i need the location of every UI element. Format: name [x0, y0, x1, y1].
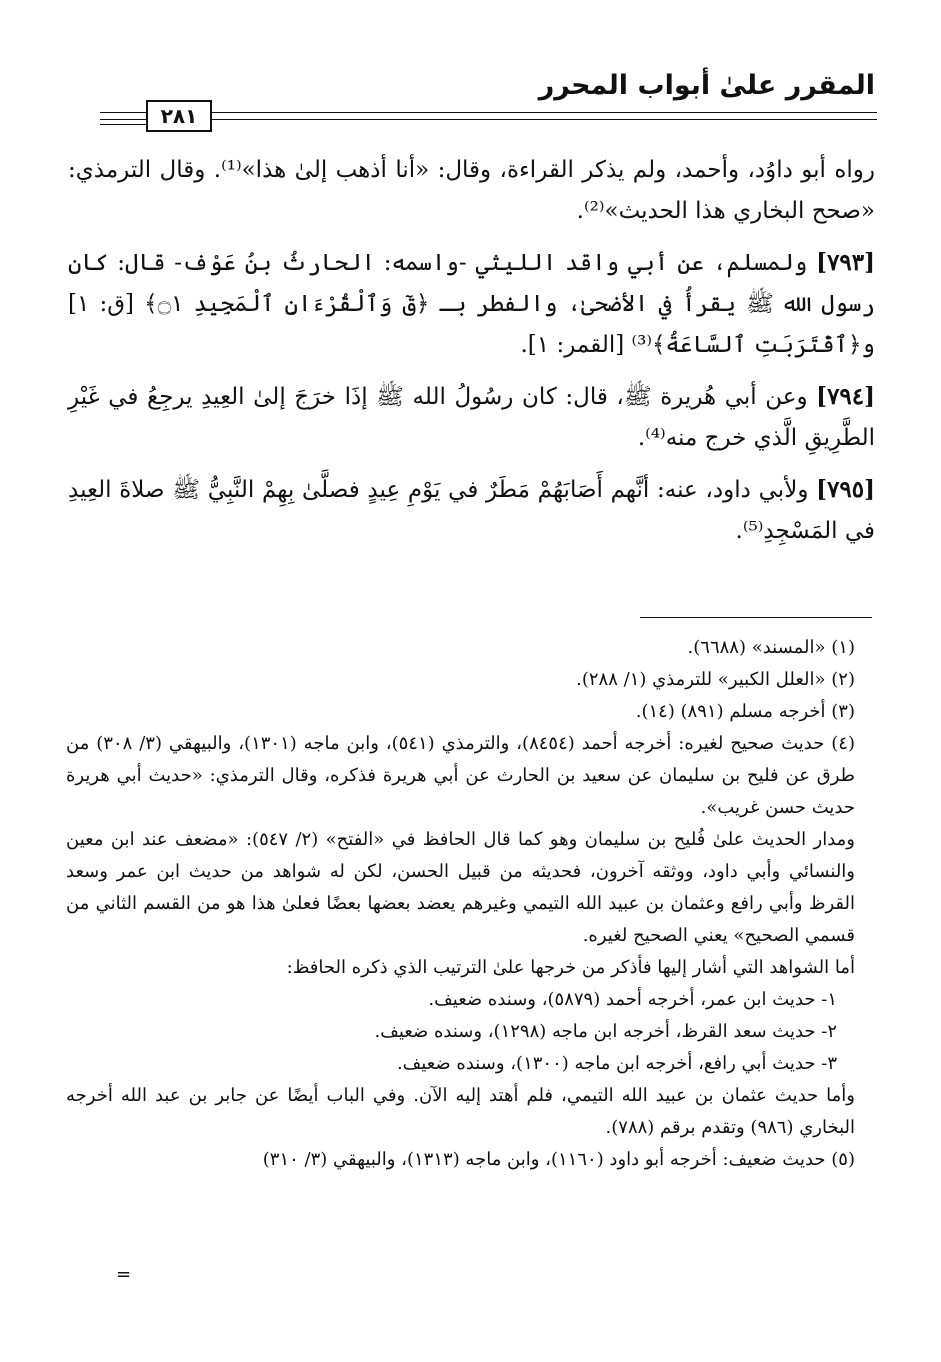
- running-header-title: المقرر علىٰ أبواب المحرر: [538, 70, 875, 101]
- footnote-1: (١) «المسند» (٦٦٨٨).: [687, 637, 855, 658]
- paragraph-text: ولأبي داود، عنه: أنَّهم أَصَابَهُمْ مَطَرٌ في يَوْمِ عِيدٍ فصلَّىٰ بِهِمْ النَّبِيُّ ﷺ صلاةَ العِيدِ في المَسْجِدِ⁽⁵⁾.: [68, 477, 875, 544]
- footnote-list-item: ٣- حديث أبي رافع، أخرجه ابن ماجه (١٣٠٠)، وسنده ضعيف.: [396, 1053, 837, 1074]
- header-rule: [100, 112, 877, 113]
- header-rule: [100, 124, 146, 125]
- footnote-list-item: ١- حديث ابن عمر، أخرجه أحمد (٥٨٧٩)، وسنده ضعيف.: [428, 989, 837, 1010]
- footnote-2: (٢) «العلل الكبير» للترمذي (١/ ٢٨٨).: [576, 669, 855, 690]
- paragraph-text: رواه أبو داوُد، وأحمد، ولم يذكر القراءة، وقال: «أنا أذهب إلىٰ هذا»⁽¹⁾. وقال الترمذي: «صحح البخاري هذا الحديث»⁽²⁾.: [68, 157, 875, 224]
- footnote-4-paragraph: ومدار الحديث علىٰ فُليح بن سليمان وهو كما قال الحافظ في «الفتح» (٢/ ٥٤٧): «مضعف عند ابن معين والنسائي وأبي داود، ووثقه آخرون، فحديثه من قبيل الحسن، لكن له شواهد من حديث ابن عمر وسعد القرظ وأبي رافع وعثمان بن عبيد الله التيمي وغيرهم يعضد بعضها بعضًا فعلىٰ هذا هو من القسم الثاني من قسمي الصحيح» يعني الصحيح لغيره.: [66, 829, 855, 946]
- footnote-4-paragraph: وأما حديث عثمان بن عبيد الله التيمي، فلم أهتد إليه الآن. وفي الباب أيضًا عن جابر بن عبد الله أخرجه البخاري (٩٨٦) وتقدم برقم (٧٨٨).: [66, 1085, 855, 1138]
- hadith-paragraph: [68, 469, 875, 552]
- footnote-separator: [640, 617, 872, 618]
- paragraph-text: ولمسلم، عن أبي واقد الليثي -واسمه: الحارثُ بنُ عَوْف- قال: كان رسول الله ﷺ يقرأُ في الأضحىٰ، والفطر بـ ﴿قٓ وَٱلْقُرْءَانِ ٱلْمَجِيدِ ۝١﴾ [ق: ١] و﴿ٱقْتَرَبَتِ ٱلسَّاعَةُ﴾⁽³⁾ [القمر: ١].: [68, 250, 875, 358]
- hadith-paragraph: [68, 242, 875, 366]
- continuation-mark: =: [116, 1264, 132, 1285]
- paragraph-text: وعن أبي هُريرة ﷺ، قال: كان رسُولُ الله ﷺ إذَا خرَجَ إلىٰ العِيدِ يرجِعُ في غَيْرِ الطَّرِيقِ الَّذي خرج منه⁽⁴⁾.: [68, 384, 875, 451]
- page-number: ٢٨١: [146, 100, 212, 132]
- footnote-3: (٣) أخرجه مسلم (٨٩١) (١٤).: [635, 701, 855, 722]
- main-text: [68, 150, 875, 562]
- footnote-list-item: ٢- حديث سعد القرظ، أخرجه ابن ماجه (١٢٩٨)، وسنده ضعيف.: [374, 1021, 837, 1042]
- paragraph: [68, 150, 875, 232]
- hadith-number: [٧٩٣]: [816, 249, 876, 276]
- hadith-number: [٧٩٤]: [816, 383, 876, 410]
- footnotes: [66, 632, 875, 1176]
- footnote-4: (٤) حديث صحيح لغيره: أخرجه أحمد (٨٤٥٤)، والترمذي (٥٤١)، وابن ماجه (١٣٠١)، والبيهقي (٣/ ٣٠٨) من طرق عن فليح بن سليمان عن سعيد بن الحارث عن أبي هريرة فذكره، وقال الترمذي: «حديث أبي هريرة حديث حسن غريب».: [66, 733, 855, 818]
- header-rule: [100, 119, 877, 120]
- hadith-paragraph: [68, 376, 875, 459]
- footnote-5: (٥) حديث ضعيف: أخرجه أبو داود (١١٦٠)، وابن ماجه (١٣١٣)، والبيهقي (٣/ ٣١٠): [262, 1149, 855, 1170]
- hadith-number: [٧٩٥]: [816, 476, 876, 503]
- footnote-4-paragraph: أما الشواهد التي أشار إليها فأذكر من خرجها علىٰ الترتيب الذي ذكره الحافظ:: [286, 957, 855, 978]
